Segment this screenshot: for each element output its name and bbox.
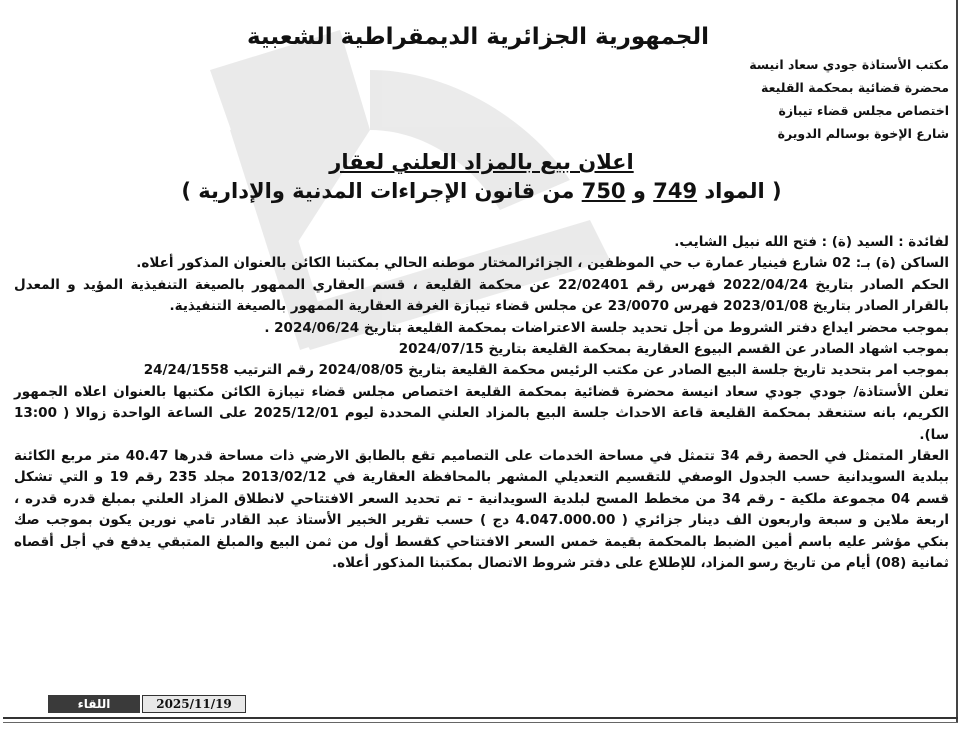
residence-line: الساكن (ة) بـ: 02 شارع فينيار عمارة ب حي الموظفين ، الجزائرالمختار موطنه الحالي بمكتبنا الكائن بالعنوان المذكور أعلاه. [136,255,949,272]
subtitle-conj: و [625,179,654,203]
office-line: شارع الإخوة بوسالم الدويرة [777,126,949,141]
certificate-paragraph: بموجب اشهاد الصادر عن القسم البيوع العقارية بمحكمة القليعة بتاريخ 2024/07/15 [398,341,949,358]
subtitle-prefix: ( المواد [697,179,782,203]
deposit-paragraph: بموجب محضر ايداع دفتر الشروط من أجل تحديد جلسة الاعتراضات بمحكمة القليعة بتاريخ 2024/06/24 . [264,319,949,336]
subtitle-suffix: من قانون الإجراءات المدنية والإدارية ) [181,179,582,203]
publication-date: 2025/11/19 [142,695,246,713]
office-line: مكتب الأستاذة جودي سعاد انيسة [749,57,949,72]
announcement-body [14,232,949,575]
office-line: محضرة قضائية بمحكمة القليعة [761,80,949,95]
office-block [749,53,949,145]
article-749: 749 [653,179,698,203]
announcement-subtitle [0,179,963,203]
article-750: 750 [581,179,626,203]
order-paragraph: بموجب امر بتحديد تاريخ جلسة البيع الصادر عن مكتب الرئيس محكمة القليعة بتاريخ 2024/08/05 رقم الترتيب 24/24/1558 [143,362,949,379]
beneficiary-line: لفائدة : السيد (ة) : فتح الله نبيل الشايب. [674,234,949,250]
republic-heading: الجمهورية الجزائرية الديمقراطية الشعبية [246,24,710,50]
newspaper-name: اللقاء [48,695,140,713]
announcement-title: اعلان بيع بالمزاد العلني لعقار [329,150,634,174]
judgment-paragraph: الحكم الصادر بتاريخ 2022/04/24 فهرس رقم 22/02401 عن محكمة القليعة ، قسم العقاري الممهور بالصيغة التنفيذية المؤيد و المعدل بالقرار الصادر بتاريخ 2023/01/08 فهرس 23/0070 عن مجلس قضاء تيبازة الغرفة العقارية الممهور بالصيغة التنفيذية. [14,276,950,315]
session-paragraph: تعلن الأستاذة/ جودي جودي سعاد انيسة محضرة قضائية بمحكمة القليعة اختصاص مجلس قضاء تيبازة الكائن مكتبها بالعنوان اعلاه الجمهور الكريم، بانه ستنعقد بمحكمة القليعة قاعة الاحداث جلسة البيع بالمزاد العلني المحددة ليوم 2025/12/01 على الساعة الواحدة زوالا ( 13:00 سا). [14,383,949,443]
office-line: اختصاص مجلس قضاء تيبازة [778,103,949,118]
property-paragraph: العقار المتمثل في الحصة رقم 34 تتمثل في مساحة الخدمات على التصاميم تقع بالطابق الارضي ذات مساحة قدرها 40.47 متر مربع الكائنة ببلدية السويدانية حسب الجدول الوصفي للتقسيم التعديلي المشهر بالمحافظة العقارية في 2013/02/12 مجلد 235 رقم 19 و التي تشكل قسم 04 مجموعة ملكية - رقم 34 من مخطط المسح لبلدية السويدانية - تم تحديد السعر الافتتاحي لانطلاق المزاد العلني بمبلغ قدره قدره ، اربعة ملاين و سبعة واربعون الف دينار جزائري ( 4.047.000.00 دج ) حسب تقرير الخبير الأستاذ عبد القادر تامي نورين يكون بموجب صك بنكي مؤشر عليه باسم أمين الضبط بالمحكمة بقيمة خمس السعر الافتتاحي كقسط أول من ثمن البيع والمبلغ المتبقي يدفع في أجل أقصاه ثمانية (08) أيام من تاريخ رسو المزاد، للإطلاع على دفتر شروط الاتصال بمكتبنا المذكور أعلاه. [14,448,949,572]
